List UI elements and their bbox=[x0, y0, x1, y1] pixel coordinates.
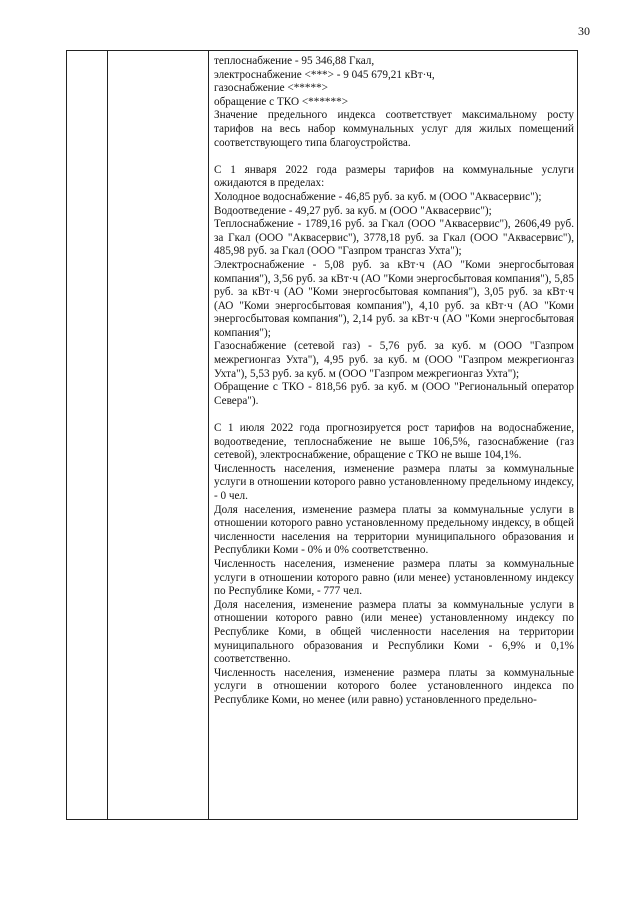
column-divider-2 bbox=[208, 51, 209, 819]
paragraph: теплоснабжение - 95 346,88 Гкал, bbox=[214, 55, 375, 67]
paragraph-gap bbox=[214, 408, 574, 422]
paragraph: Газоснабжение (сетевой газ) - 5,76 руб. за куб. м (ООО "Газпром межрегионгаз Ухта"), 4,95 руб. за куб. м (ООО "Газпром межрегионгаз Ухта"), 5,53 руб. за куб. м (ООО "Газпром межрегионгаз Ухта"); bbox=[214, 340, 574, 380]
paragraph: Теплоснабжение - 1789,16 руб. за Гкал (ООО "Аквасервис"), 2606,49 руб. за Гкал (ООО "Аквасервис"), 3778,18 руб. за Гкал (ООО "Аквасервис"), 485,98 руб. за Гкал (ООО "Газпром трансгаз Ухта"); bbox=[214, 218, 574, 258]
paragraph: электроснабжение <***> - 9 045 679,21 кВт·ч, bbox=[214, 68, 435, 81]
table-cell-text bbox=[214, 55, 574, 708]
paragraph-gap bbox=[214, 150, 574, 164]
document-table bbox=[66, 50, 578, 820]
page-number: 30 bbox=[578, 24, 590, 38]
paragraph: Обращение с ТКО - 818,56 руб. за куб. м (ООО "Региональный оператор Севера"). bbox=[214, 381, 574, 407]
paragraph: Водоотведение - 49,27 руб. за куб. м (ООО "Аквасервис"); bbox=[214, 204, 492, 217]
paragraph: газоснабжение <*****> bbox=[214, 82, 328, 95]
paragraph: Значение предельного индекса соответствует максимальному росту тарифов на весь набор коммунальных услуг для жилых помещений соответствующего типа благоустройства. bbox=[214, 109, 574, 149]
paragraph: Холодное водоснабжение - 46,85 руб. за куб. м (ООО "Аквасервис"); bbox=[214, 190, 542, 203]
paragraph: Численность населения, изменение размера платы за коммунальные услуги в отношении которого более установленного индекса по Республике Коми, но менее (или равно) установленного предельно- bbox=[214, 666, 574, 706]
paragraph: Доля населения, изменение размера платы за коммунальные услуги в отношении которого равно установленному предельному индексу, в общей численности населения на территории муниципального образования и Республики Коми - 0% и 0% соответственно. bbox=[214, 503, 574, 557]
paragraph: Численность населения, изменение размера платы за коммунальные услуги в отношении которого равно (или менее) установленному индексу по Республике Коми, - 777 чел. bbox=[214, 557, 574, 598]
paragraph: обращение с ТКО <******> bbox=[214, 95, 348, 108]
paragraph: Численность населения, изменение размера платы за коммунальные услуги в отношении которого равно установленному предельному индексу, - 0 чел. bbox=[214, 462, 574, 502]
paragraph: С 1 июля 2022 года прогнозируется рост тарифов на водоснабжение, водоотведение, теплоснабжение не выше 106,5%, газоснабжение (газ сетевой), электроснабжение, обращение с ТКО не выше 104,1%. bbox=[214, 422, 574, 462]
paragraph: С 1 января 2022 года размеры тарифов на коммунальные услуги ожидаются в пределах: bbox=[214, 163, 574, 190]
paragraph: Доля населения, изменение размера платы за коммунальные услуги в отношении которого равно (или менее) установленному индексу по Республике Коми, в общей численности населения на территории муниципального образования и Республики Коми - 6,9% и 0,1% соответственно. bbox=[214, 598, 574, 666]
column-divider-1 bbox=[107, 51, 108, 819]
paragraph: Электроснабжение - 5,08 руб. за кВт·ч (АО "Коми энергосбытовая компания"), 3,56 руб. за кВт·ч (АО "Коми энергосбытовая компания"), 5,85 руб. за кВт·ч (АО "Коми энергосбытовая компания"), 3,05 руб. за кВт·ч (АО "Коми энергосбытовая компания"), 4,10 руб. за кВт·ч (АО "Коми энергосбытовая компания"), 2,14 руб. за кВт·ч (АО "Коми энергосбытовая компания"); bbox=[214, 258, 574, 339]
